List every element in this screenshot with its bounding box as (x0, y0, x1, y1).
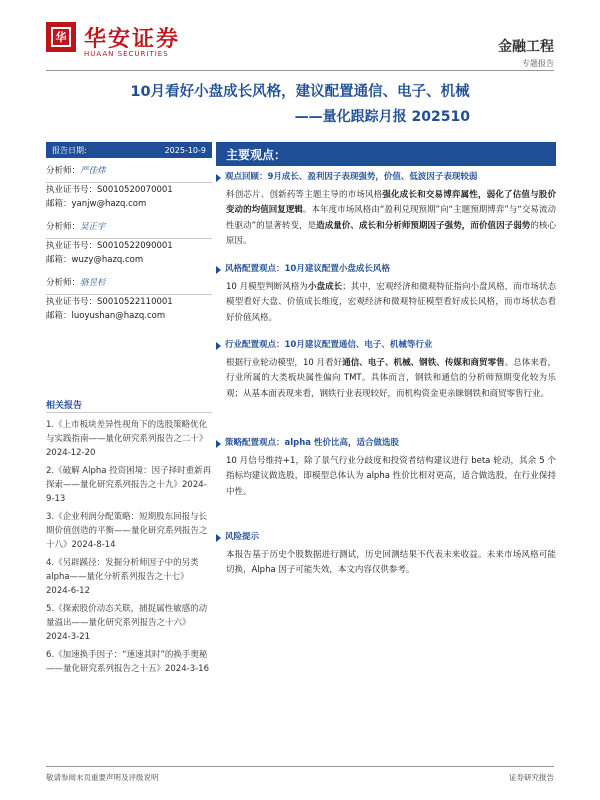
bullet-triangle-icon (216, 440, 221, 448)
section-heading (216, 436, 556, 452)
report-type: 专题报告 (522, 59, 554, 68)
section-body: 本报告基于历史个股数据进行测试，历史回测结果不代表未来收益。未来市场风格可能切换，Alpha 因子可能失效，本文内容仅供参考。 (226, 549, 556, 575)
analyst-role: 分析师： (46, 166, 81, 176)
cert-label: 执业证书号： (46, 241, 98, 251)
bullet-triangle-icon (216, 174, 221, 182)
report-date-bar (46, 142, 212, 158)
email-label: 邮箱： (46, 255, 72, 265)
related-report-item[interactable]: 4.《另辟蹊径：发掘分析师因子中的另类 alpha——量化分析系列报告之十七》2024-6-12 (46, 558, 199, 596)
analyst-name: 骆昱杉 (80, 278, 106, 288)
section-body: 根据行业轮动模型，10 月看好通信、电子、机械、钢铁、传媒和商贸零售。总体来看，行业所属的大类板块属性偏向 TMT。具体而言，钢铁和通信的分析师预期变化较为乐观；从基本面表现来看，钢铁行业表现较好，而机构资金更亲睐钢铁和商贸零售行业。 (226, 357, 556, 399)
analyst-card (46, 220, 212, 267)
divider (46, 412, 212, 413)
section-risk (216, 530, 556, 579)
footer-divider (46, 766, 554, 767)
related-report-item[interactable]: 3.《企业利润分配策略：短期股东回报与长期价值创造的平衡——量化研究系列报告之十八》2024-8-14 (46, 512, 208, 550)
section-body: 科创芯片、创新药等主题主导的市场风格强化成长和交易博弈属性，弱化了估值与股价变动的均值回复逻辑。本年度市场风格由“盈利兑现预期”向“主题预期博弈”与“交易流动性驱动”的显著转变，是造成量价、成长和分析师预期因子强势，而价值因子弱势的核心原因。 (226, 189, 556, 246)
related-reports-list (46, 418, 212, 680)
cert-label: 执业证书号： (46, 297, 98, 307)
email-label: 邮箱： (46, 199, 72, 209)
footer-label: 证券研究报告 (509, 773, 554, 782)
analyst-role: 分析师： (46, 222, 81, 232)
main-points-header: 主要观点： (216, 142, 556, 166)
cert-number: S0010520070001 (97, 185, 173, 195)
bullet-triangle-icon (216, 342, 221, 350)
section-body: 10 月模型判断风格为小盘成长；其中，宏观经济和微观特征指向小盘风格，而市场状态模型看好大盘、价值成长维度，宏观经济和微观特征模型看好成长风格，而市场状态看好价值风格。 (226, 281, 556, 323)
related-report-item[interactable]: 2.《破解 Alpha 投资困境：因子择时重新再探索——量化研究系列报告之十九》2024-9-13 (46, 466, 212, 504)
section-style (216, 262, 556, 326)
report-title: 10月看好小盘成长风格，建议配置通信、电子、机械 (130, 84, 470, 100)
report-date-label: 报告日期: (52, 145, 87, 155)
brand-logo: 华 (46, 22, 76, 52)
email-label: 邮箱： (46, 311, 72, 321)
section-heading-text: 策略配置观点：alpha 性价比高，适合做选股 (225, 438, 399, 448)
report-category: 金融工程 (498, 39, 554, 55)
section-body: 10 月信号维持+1，除了景气行业分歧度和投资者结构建议进行 beta 轮动，其余 5 个指标均建议做选股，即模型总体认为 alpha 性价比相对更高，适合做选股，在行业保持中性。 (226, 455, 556, 497)
bullet-triangle-icon (216, 534, 221, 542)
analyst-card (46, 276, 212, 323)
header-divider (46, 70, 554, 71)
email-link[interactable]: luoyushan@hazq.com (71, 311, 166, 321)
email-link[interactable]: wuzy@hazq.com (71, 255, 144, 265)
related-report-item[interactable]: 5.《探索股价动态关联，捕捉属性敏感的动量溢出——量化研究系列报告之十六》2024-3-21 (46, 604, 208, 642)
related-report-item[interactable]: 1.《上市板块差异性视角下的选股策略优化与实践指南——量化研究系列报告之二十》2024-12-20 (46, 420, 208, 458)
analyst-name: 吴正宇 (80, 222, 106, 232)
related-report-item[interactable]: 6.《加速换手因子：“速速其时”的换手奥秘——量化研究系列报告之十五》2024-3-16 (46, 650, 209, 674)
analyst-name: 严佳炜 (80, 166, 106, 176)
cert-number: S0010522090001 (97, 241, 173, 251)
section-industry (216, 338, 556, 402)
related-reports-title: 相关报告 (46, 401, 83, 411)
section-strategy (216, 436, 556, 500)
section-review (216, 170, 556, 250)
cert-label: 执业证书号： (46, 185, 98, 195)
section-heading-text: 行业配置观点：10月建议配置通信、电子、机械等行业 (225, 340, 433, 350)
section-heading (216, 338, 556, 354)
cert-number: S0010522110001 (97, 297, 173, 307)
report-date-value: 2025-10-9 (164, 145, 206, 155)
analyst-card (46, 164, 212, 211)
footer-disclaimer: 敬请参阅末页重要声明及评级说明 (46, 773, 159, 782)
brand-name-en: HUAAN SECURITIES (84, 50, 169, 58)
section-heading-text: 风险提示 (225, 532, 260, 542)
report-subtitle: ——量化跟踪月报 202510 (294, 109, 470, 125)
section-heading (216, 530, 556, 546)
email-link[interactable]: yanjw@hazq.com (71, 199, 147, 209)
section-heading (216, 170, 556, 186)
bullet-triangle-icon (216, 266, 221, 274)
section-heading-text: 风格配置观点：10月建议配置小盘成长风格 (225, 264, 390, 274)
brand-name: 华安证券 (84, 26, 181, 52)
section-heading-text: 观点回顾：9月成长、盈利因子表现强势，价值、低波因子表现较弱 (225, 172, 478, 182)
analyst-role: 分析师： (46, 278, 81, 288)
section-heading (216, 262, 556, 278)
